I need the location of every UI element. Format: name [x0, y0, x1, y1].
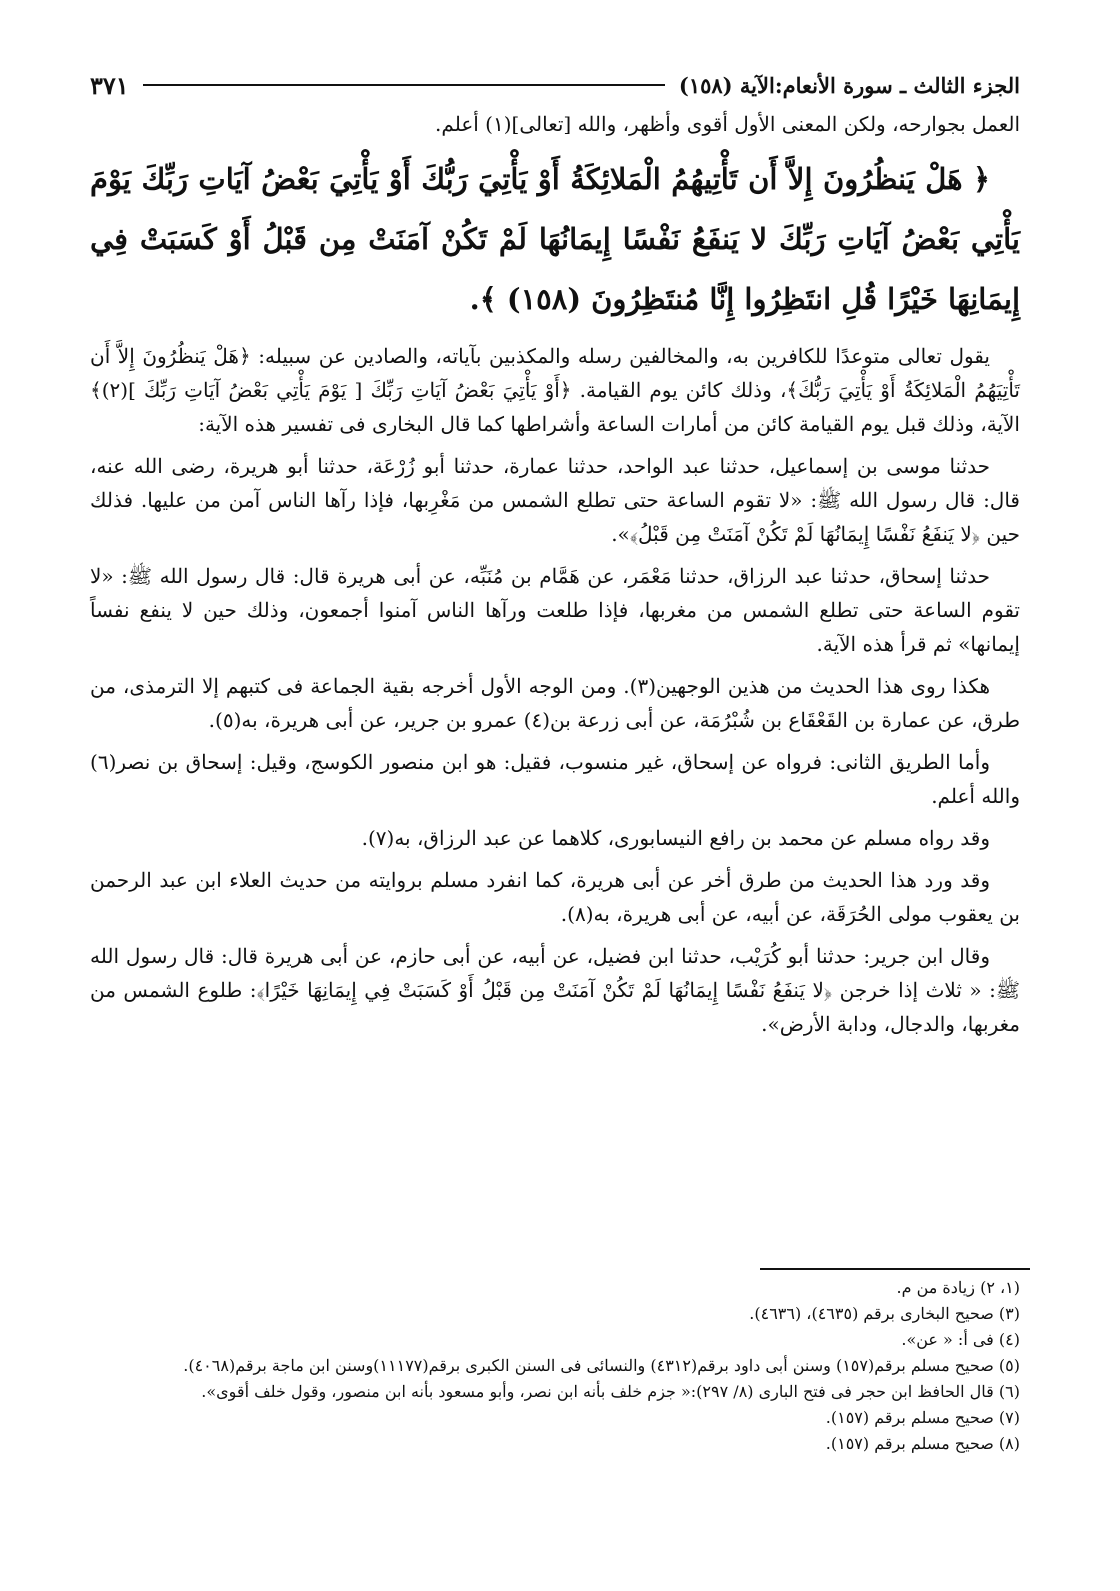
footnote: (٧) صحيح مسلم برقم (١٥٧). [825, 1408, 1020, 1427]
footnotes [90, 1275, 1020, 1457]
commentary-paragraph: وأما الطريق الثانى: فرواه عن إسحاق، غير منسوب، فقيل: هو ابن منصور الكوسج، وقيل: إسحاق بن نصر(٦) والله أعلم. [90, 750, 1020, 808]
page-number: ٣٧١ [90, 70, 129, 100]
quran-verse: ﴿ هَلْ يَنظُرُونَ إِلاَّ أَن تَأْتِيهُمُ الْمَلائِكَةُ أَوْ يَأْتِيَ رَبُّكَ أَوْ يَأْتِيَ بَعْضُ آيَاتِ رَبِّكَ يَوْمَ يَأْتِي بَعْضُ آيَاتِ رَبِّكَ لا يَنفَعُ نَفْسًا إِيمَانُهَا لَمْ تَكُنْ آمَنَتْ مِن قَبْلُ أَوْ كَسَبَتْ فِي إِيمَانِهَا خَيْرًا قُلِ انتَظِرُوا إِنَّا مُنتَظِرُونَ (١٥٨) ﴾. [90, 162, 1020, 316]
hadith-paragraph: وقال ابن جرير: حدثنا أبو كُرَيْب، حدثنا ابن فضيل، عن أبيه، عن أبى حازم، عن أبى هريرة قال: قال رسول الله ﷺ: « ثلاث إذا خرجن ﴿لا يَنفَعُ نَفْسًا إِيمَانُهَا لَمْ تَكُنْ آمَنَتْ مِن قَبْلُ أَوْ كَسَبَتْ فِي إِيمَانِهَا خَيْرًا﴾: طلوع الشمس من مغربها، والدجال، ودابة الأرض». [90, 944, 1020, 1036]
hadith-paragraph: حدثنا موسى بن إسماعيل، حدثنا عبد الواحد، حدثنا عمارة، حدثنا أبو زُرْعَة، حدثنا أبو هريرة، رضى الله عنه، قال: قال رسول الله ﷺ: «لا تقوم الساعة حتى تطلع الشمس من مَغْرِبها، فإذا رآها الناس آمن من عليها. فذلك حين ﴿لا يَنفَعُ نَفْسًا إِيمَانُهَا لَمْ تَكُنْ آمَنَتْ مِن قَبْلُ﴾». [90, 454, 1020, 546]
commentary-paragraph: وقد رواه مسلم عن محمد بن رافع النيسابورى، كلاهما عن عبد الرزاق، به(٧). [361, 826, 990, 850]
header-title: الجزء الثالث ـ سورة الأنعام:الآية (١٥٨) [678, 72, 1020, 98]
footnote: (٦) قال الحافظ ابن حجر فى فتح البارى (٨/ ٢٩٧):« جزم خلف بأنه ابن نصر، وأبو مسعود بأنه ابن منصور، وقول خلف أقوى». [201, 1382, 1020, 1401]
paragraph-continuation: العمل بجوارحه، ولكن المعنى الأول أقوى وأظهر، والله [تعالى](١) أعلم. [435, 112, 1020, 136]
commentary-paragraph: هكذا روى هذا الحديث من هذين الوجهين(٣). ومن الوجه الأول أخرجه بقية الجماعة فى كتبهم إلا الترمذى، من طرق، عن عمارة بن القَعْقَاع بن شُبْرُمَة، عن أبى زرعة بن(٤) عمرو بن جرير، عن أبى هريرة، به(٥). [90, 674, 1020, 732]
footnote: (٥) صحيح مسلم برقم(١٥٧) وسنن أبى داود برقم(٤٣١٢) والنسائى فى السنن الكبرى برقم(١١١٧٧)وسنن ابن ماجة برقم(٤٠٦٨). [183, 1356, 1020, 1375]
header-rule [143, 84, 665, 86]
hadith-paragraph: حدثنا إسحاق، حدثنا عبد الرزاق، حدثنا مَعْمَر، عن هَمَّام بن مُنَبِّه، عن أبى هريرة قال: قال رسول الله ﷺ: «لا تقوم الساعة حتى تطلع الشمس من مغربها، فإذا طلعت ورآها الناس آمنوا أجمعون، وذلك حين لا ينفع نفساً إيمانها» ثم قرأ هذه الآية. [90, 564, 1021, 656]
commentary-paragraph: وقد ورد هذا الحديث من طرق أخر عن أبى هريرة، كما انفرد مسلم بروايته من حديث العلاء ابن عبد الرحمن بن يعقوب مولى الحُرَقَة، عن أبيه، عن أبى هريرة، به(٨). [90, 868, 1020, 926]
footnote: (١، ٢) زيادة من م. [896, 1278, 1020, 1297]
footnote: (٨) صحيح مسلم برقم (١٥٧). [825, 1434, 1020, 1453]
footnote-separator [760, 1268, 1030, 1270]
footnote: (٤) فى أ: « عن». [901, 1330, 1020, 1349]
footnote: (٣) صحيح البخارى برقم (٤٦٣٥)، (٤٦٣٦). [749, 1304, 1020, 1323]
running-header [90, 65, 1020, 105]
commentary-paragraph: يقول تعالى متوعدًا للكافرين به، والمخالفين رسله والمكذبين بآياته، والصادين عن سبيله: ﴿هَلْ يَنظُرُونَ إِلاَّ أَن تَأْتِيَهُمُ الْمَلائِكَةُ أَوْ يَأْتِيَ رَبُّكَ﴾، وذلك كائن يوم القيامة. ﴿أَوْ يَأْتِيَ بَعْضُ آيَاتِ رَبِّكَ [ يَوْمَ يَأْتِي بَعْضُ آيَاتِ رَبِّكَ ](٢)﴾الآية، وذلك قبل يوم القيامة كائن من أمارات الساعة وأشراطها كما قال البخارى فى تفسير هذه الآية: [90, 344, 1020, 436]
page-body [90, 65, 1020, 1049]
